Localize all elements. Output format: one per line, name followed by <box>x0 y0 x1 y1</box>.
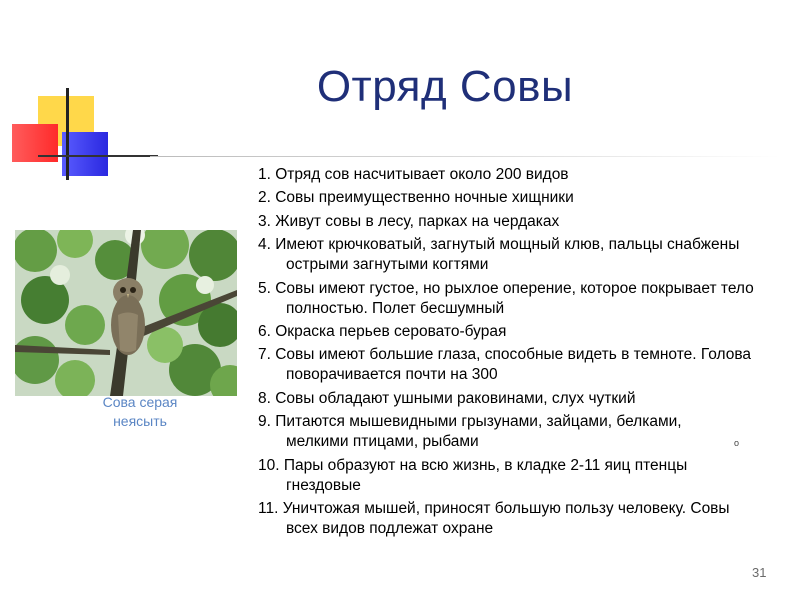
facts-list <box>258 165 778 542</box>
photo-caption-line1: Сова серая <box>102 394 178 410</box>
page-number: 31 <box>752 565 767 580</box>
list-item-text: 3. Живут совы в лесу, парках на чердаках <box>258 212 560 230</box>
list-item <box>258 188 778 208</box>
decor-horizontal-line-dark <box>38 155 158 157</box>
list-item-text: 11. Уничтожая мышей, приносят большую пользу человеку. Совы всех видов подлежат охране <box>258 499 730 537</box>
slide-title: Отряд Совы <box>316 62 574 111</box>
decor-vertical-line <box>66 88 69 180</box>
list-item <box>258 322 778 342</box>
list-item-text: 2. Совы преимущественно ночные хищники <box>258 189 574 207</box>
list-item <box>258 345 766 385</box>
list-item-text: 1. Отряд сов насчитывает около 200 видов <box>258 166 569 183</box>
list-item-text: 7. Совы имеют большие глаза, способные видеть в темноте. Голова поворачивается почти на 300 <box>258 346 752 384</box>
owl-photo <box>15 230 237 396</box>
list-item <box>258 412 736 452</box>
list-item <box>258 279 776 319</box>
list-item <box>258 456 766 496</box>
photo-caption <box>80 393 200 431</box>
list-item-text: 4. Имеют крючковатый, загнутый мощный клюв, пальцы снабжены острыми загнутыми когтями <box>258 236 740 274</box>
list-item <box>258 235 756 275</box>
list-item <box>258 212 778 232</box>
degree-mark: о <box>734 438 740 448</box>
list-item <box>258 389 778 409</box>
title-underline <box>150 156 780 157</box>
list-item <box>258 165 778 185</box>
list-item <box>258 499 756 539</box>
owl-photo-image <box>15 230 237 396</box>
list-item-text: 5. Совы имеют густое, но рыхлое оперение, которое покрывает тело полностью. Полет бесшумный <box>258 279 754 317</box>
list-item-text: 8. Совы обладают ушными раковинами, слух чуткий <box>258 389 636 407</box>
list-item-text: 6. Окраска перьев серовато-бурая <box>258 322 507 340</box>
list-item-text: 10. Пары образуют на всю жизнь, в кладке 2-11 яиц птенцы гнездовые <box>258 456 688 494</box>
photo-caption-line2: неясыть <box>113 413 167 429</box>
list-item-text: 9. Питаются мышевидными грызунами, зайцами, белками, мелкими птицами, рыбами <box>258 413 682 451</box>
